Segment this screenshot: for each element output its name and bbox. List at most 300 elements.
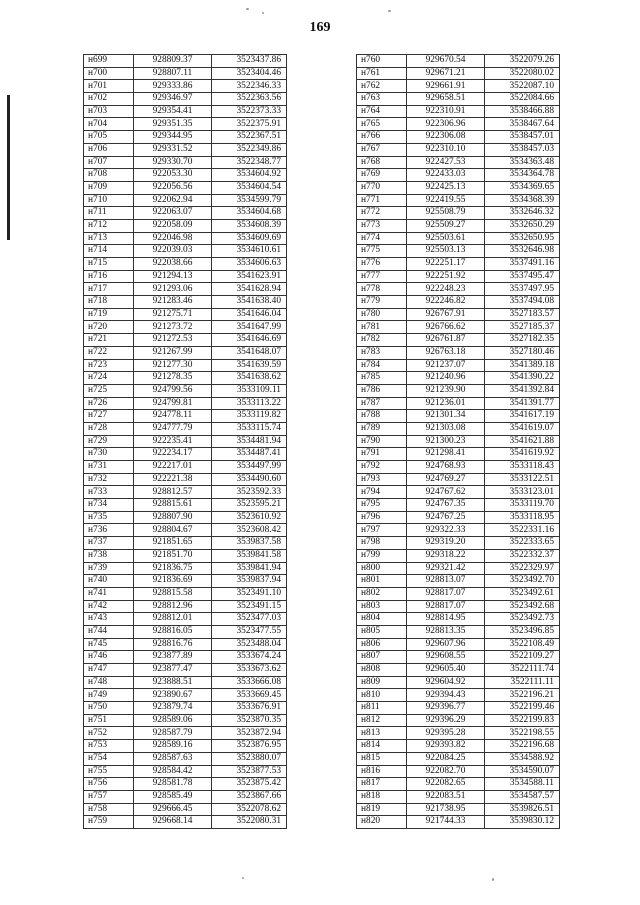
point-id-cell: н703	[84, 105, 134, 118]
x-coordinate-cell: 929394.43	[407, 689, 485, 702]
x-coordinate-cell: 928815.58	[134, 587, 212, 600]
y-coordinate-cell: 3523592.33	[212, 486, 287, 499]
y-coordinate-cell: 3538466.88	[485, 105, 560, 118]
point-id-cell: н715	[84, 258, 134, 271]
x-coordinate-cell: 922306.96	[407, 118, 485, 131]
point-id-cell: н755	[84, 765, 134, 778]
point-id-cell: н790	[357, 435, 407, 448]
y-coordinate-cell: 3541648.07	[212, 346, 287, 359]
y-coordinate-cell: 3534604.68	[212, 207, 287, 220]
table-row	[84, 676, 287, 689]
point-id-cell: н771	[357, 194, 407, 207]
y-coordinate-cell: 3539837.58	[212, 537, 287, 550]
point-id-cell: н764	[357, 105, 407, 118]
x-coordinate-cell: 924767.25	[407, 511, 485, 524]
table-row	[357, 80, 560, 93]
table-row	[357, 283, 560, 296]
y-coordinate-cell: 3537494.08	[485, 296, 560, 309]
y-coordinate-cell: 3533119.82	[212, 410, 287, 423]
x-coordinate-cell: 924778.11	[134, 410, 212, 423]
y-coordinate-cell: 3522198.55	[485, 727, 560, 740]
x-coordinate-cell: 926767.91	[407, 308, 485, 321]
table-row	[84, 587, 287, 600]
point-id-cell: н709	[84, 181, 134, 194]
table-row	[84, 334, 287, 347]
table-row	[357, 625, 560, 638]
y-coordinate-cell: 3534490.60	[212, 473, 287, 486]
point-id-cell: н811	[357, 702, 407, 715]
x-coordinate-cell: 921275.71	[134, 308, 212, 321]
point-id-cell: н702	[84, 93, 134, 106]
x-coordinate-cell: 922427.53	[407, 156, 485, 169]
point-id-cell: н720	[84, 321, 134, 334]
y-coordinate-cell: 3534590.07	[485, 765, 560, 778]
y-coordinate-cell: 3534587.57	[485, 790, 560, 803]
table-row	[357, 384, 560, 397]
y-coordinate-cell: 3538467.64	[485, 118, 560, 131]
point-id-cell: н765	[357, 118, 407, 131]
x-coordinate-cell: 929321.42	[407, 562, 485, 575]
x-coordinate-cell: 922234.17	[134, 448, 212, 461]
table-row	[357, 752, 560, 765]
y-coordinate-cell: 3522080.31	[212, 816, 287, 829]
x-coordinate-cell: 922062.94	[134, 194, 212, 207]
y-coordinate-cell: 3537495.47	[485, 270, 560, 283]
y-coordinate-cell: 3541646.69	[212, 334, 287, 347]
x-coordinate-cell: 922310.91	[407, 105, 485, 118]
point-id-cell: н788	[357, 410, 407, 423]
x-coordinate-cell: 921278.35	[134, 372, 212, 385]
table-row	[84, 435, 287, 448]
point-id-cell: н717	[84, 283, 134, 296]
point-id-cell: н722	[84, 346, 134, 359]
point-id-cell: н782	[357, 334, 407, 347]
x-coordinate-cell: 929658.51	[407, 93, 485, 106]
point-id-cell: н735	[84, 511, 134, 524]
y-coordinate-cell: 3532646.98	[485, 245, 560, 258]
y-coordinate-cell: 3541617.19	[485, 410, 560, 423]
y-coordinate-cell: 3522084.66	[485, 93, 560, 106]
table-row	[84, 258, 287, 271]
table-row	[84, 308, 287, 321]
x-coordinate-cell: 922235.41	[134, 435, 212, 448]
y-coordinate-cell: 3522111.11	[485, 676, 560, 689]
table-row	[84, 143, 287, 156]
table-row	[357, 143, 560, 156]
point-id-cell: н820	[357, 816, 407, 829]
x-coordinate-cell: 928812.01	[134, 613, 212, 626]
point-id-cell: н772	[357, 207, 407, 220]
point-id-cell: н710	[84, 194, 134, 207]
table-row	[84, 181, 287, 194]
x-coordinate-cell: 923888.51	[134, 676, 212, 689]
scan-speck	[388, 10, 391, 12]
table-row	[357, 549, 560, 562]
x-coordinate-cell: 921303.08	[407, 422, 485, 435]
y-coordinate-cell: 3523867.66	[212, 790, 287, 803]
y-coordinate-cell: 3523477.03	[212, 613, 287, 626]
table-row	[357, 613, 560, 626]
x-coordinate-cell: 929668.14	[134, 816, 212, 829]
x-coordinate-cell: 921851.70	[134, 549, 212, 562]
x-coordinate-cell: 922433.03	[407, 169, 485, 182]
x-coordinate-cell: 929351.35	[134, 118, 212, 131]
y-coordinate-cell: 3522329.97	[485, 562, 560, 575]
y-coordinate-cell: 3533122.51	[485, 473, 560, 486]
table-row	[84, 448, 287, 461]
table-row	[357, 790, 560, 803]
x-coordinate-cell: 922082.70	[407, 765, 485, 778]
coordinates-table-right-body	[357, 55, 560, 829]
x-coordinate-cell: 925509.27	[407, 219, 485, 232]
x-coordinate-cell: 928804.67	[134, 524, 212, 537]
table-row	[357, 397, 560, 410]
table-row	[357, 676, 560, 689]
y-coordinate-cell: 3541621.88	[485, 435, 560, 448]
x-coordinate-cell: 929330.70	[134, 156, 212, 169]
y-coordinate-cell: 3539837.94	[212, 575, 287, 588]
x-coordinate-cell: 929605.40	[407, 664, 485, 677]
table-row	[84, 575, 287, 588]
table-row	[84, 562, 287, 575]
y-coordinate-cell: 3533669.45	[212, 689, 287, 702]
point-id-cell: н752	[84, 727, 134, 740]
point-id-cell: н817	[357, 778, 407, 791]
table-row	[84, 105, 287, 118]
y-coordinate-cell: 3533674.24	[212, 651, 287, 664]
y-coordinate-cell: 3533673.62	[212, 664, 287, 677]
table-row	[357, 118, 560, 131]
y-coordinate-cell: 3533118.43	[485, 461, 560, 474]
y-coordinate-cell: 3541619.92	[485, 448, 560, 461]
x-coordinate-cell: 928589.16	[134, 740, 212, 753]
table-row	[84, 524, 287, 537]
y-coordinate-cell: 3523872.94	[212, 727, 287, 740]
x-coordinate-cell: 921273.72	[134, 321, 212, 334]
x-coordinate-cell: 922056.56	[134, 181, 212, 194]
point-id-cell: н786	[357, 384, 407, 397]
table-row	[357, 524, 560, 537]
y-coordinate-cell: 3522333.65	[485, 537, 560, 550]
table-row	[84, 93, 287, 106]
x-coordinate-cell: 922053.30	[134, 169, 212, 182]
table-row	[84, 740, 287, 753]
y-coordinate-cell: 3523492.70	[485, 575, 560, 588]
y-coordinate-cell: 3533676.91	[212, 702, 287, 715]
point-id-cell: н773	[357, 219, 407, 232]
point-id-cell: н775	[357, 245, 407, 258]
x-coordinate-cell: 929344.95	[134, 131, 212, 144]
point-id-cell: н759	[84, 816, 134, 829]
table-row	[357, 372, 560, 385]
point-id-cell: н814	[357, 740, 407, 753]
y-coordinate-cell: 3534604.54	[212, 181, 287, 194]
y-coordinate-cell: 3522108.49	[485, 638, 560, 651]
x-coordinate-cell: 922221.38	[134, 473, 212, 486]
table-row	[357, 270, 560, 283]
y-coordinate-cell: 3532650.29	[485, 219, 560, 232]
x-coordinate-cell: 928813.07	[407, 575, 485, 588]
table-row	[357, 511, 560, 524]
x-coordinate-cell: 921239.90	[407, 384, 485, 397]
point-id-cell: н763	[357, 93, 407, 106]
y-coordinate-cell: 3522375.91	[212, 118, 287, 131]
table-row	[84, 499, 287, 512]
y-coordinate-cell: 3537491.16	[485, 258, 560, 271]
table-row	[357, 537, 560, 550]
point-id-cell: н741	[84, 587, 134, 600]
table-row	[84, 461, 287, 474]
point-id-cell: н737	[84, 537, 134, 550]
table-row	[357, 422, 560, 435]
x-coordinate-cell: 922306.08	[407, 131, 485, 144]
x-coordinate-cell: 921283.46	[134, 296, 212, 309]
point-id-cell: н798	[357, 537, 407, 550]
point-id-cell: н712	[84, 219, 134, 232]
y-coordinate-cell: 3534588.11	[485, 778, 560, 791]
y-coordinate-cell: 3534368.39	[485, 194, 560, 207]
y-coordinate-cell: 3522346.33	[212, 80, 287, 93]
y-coordinate-cell: 3541391.77	[485, 397, 560, 410]
point-id-cell: н760	[357, 55, 407, 68]
point-id-cell: н738	[84, 549, 134, 562]
point-id-cell: н736	[84, 524, 134, 537]
point-id-cell: н774	[357, 232, 407, 245]
y-coordinate-cell: 3523492.68	[485, 600, 560, 613]
point-id-cell: н727	[84, 410, 134, 423]
point-id-cell: н748	[84, 676, 134, 689]
point-id-cell: н780	[357, 308, 407, 321]
table-row	[84, 359, 287, 372]
point-id-cell: н740	[84, 575, 134, 588]
y-coordinate-cell: 3541623.91	[212, 270, 287, 283]
point-id-cell: н746	[84, 651, 134, 664]
x-coordinate-cell: 921272.53	[134, 334, 212, 347]
table-row	[84, 752, 287, 765]
coordinates-table-left-body	[84, 55, 287, 829]
point-id-cell: н768	[357, 156, 407, 169]
point-id-cell: н732	[84, 473, 134, 486]
x-coordinate-cell: 928816.76	[134, 638, 212, 651]
x-coordinate-cell: 921301.34	[407, 410, 485, 423]
table-row	[357, 156, 560, 169]
x-coordinate-cell: 926761.87	[407, 334, 485, 347]
x-coordinate-cell: 923879.74	[134, 702, 212, 715]
x-coordinate-cell: 921300.23	[407, 435, 485, 448]
table-row	[357, 689, 560, 702]
x-coordinate-cell: 921836.75	[134, 562, 212, 575]
x-coordinate-cell: 921744.33	[407, 816, 485, 829]
y-coordinate-cell: 3522349.86	[212, 143, 287, 156]
coordinates-table-left	[83, 54, 287, 829]
x-coordinate-cell: 921294.13	[134, 270, 212, 283]
point-id-cell: н704	[84, 118, 134, 131]
point-id-cell: н723	[84, 359, 134, 372]
point-id-cell: н812	[357, 714, 407, 727]
x-coordinate-cell: 929607.96	[407, 638, 485, 651]
table-row	[357, 778, 560, 791]
point-id-cell: н776	[357, 258, 407, 271]
y-coordinate-cell: 3523492.73	[485, 613, 560, 626]
x-coordinate-cell: 922251.17	[407, 258, 485, 271]
point-id-cell: н753	[84, 740, 134, 753]
table-row	[84, 118, 287, 131]
y-coordinate-cell: 3541646.04	[212, 308, 287, 321]
point-id-cell: н716	[84, 270, 134, 283]
table-row	[357, 245, 560, 258]
x-coordinate-cell: 921298.41	[407, 448, 485, 461]
y-coordinate-cell: 3541628.94	[212, 283, 287, 296]
table-row	[84, 397, 287, 410]
table-row	[357, 219, 560, 232]
point-id-cell: н810	[357, 689, 407, 702]
x-coordinate-cell: 929661.91	[407, 80, 485, 93]
point-id-cell: н757	[84, 790, 134, 803]
point-id-cell: н804	[357, 613, 407, 626]
table-row	[84, 473, 287, 486]
y-coordinate-cell: 3523404.46	[212, 67, 287, 80]
table-row	[357, 105, 560, 118]
table-row	[84, 422, 287, 435]
table-row	[357, 765, 560, 778]
y-coordinate-cell: 3538457.03	[485, 143, 560, 156]
x-coordinate-cell: 929393.82	[407, 740, 485, 753]
y-coordinate-cell: 3523488.04	[212, 638, 287, 651]
y-coordinate-cell: 3539830.12	[485, 816, 560, 829]
y-coordinate-cell: 3541390.22	[485, 372, 560, 385]
table-row	[84, 372, 287, 385]
table-row	[84, 790, 287, 803]
y-coordinate-cell: 3532646.32	[485, 207, 560, 220]
table-row	[357, 55, 560, 68]
y-coordinate-cell: 3523610.92	[212, 511, 287, 524]
point-id-cell: н719	[84, 308, 134, 321]
table-row	[84, 219, 287, 232]
x-coordinate-cell: 924799.81	[134, 397, 212, 410]
x-coordinate-cell: 929346.97	[134, 93, 212, 106]
table-row	[84, 727, 287, 740]
y-coordinate-cell: 3541638.62	[212, 372, 287, 385]
y-coordinate-cell: 3522331.16	[485, 524, 560, 537]
point-id-cell: н802	[357, 587, 407, 600]
table-row	[357, 499, 560, 512]
x-coordinate-cell: 921293.06	[134, 283, 212, 296]
x-coordinate-cell: 922058.09	[134, 219, 212, 232]
x-coordinate-cell: 928817.07	[407, 600, 485, 613]
table-row	[357, 334, 560, 347]
x-coordinate-cell: 928814.95	[407, 613, 485, 626]
x-coordinate-cell: 928817.07	[407, 587, 485, 600]
table-row	[84, 689, 287, 702]
y-coordinate-cell: 3534610.61	[212, 245, 287, 258]
point-id-cell: н730	[84, 448, 134, 461]
point-id-cell: н701	[84, 80, 134, 93]
table-row	[84, 778, 287, 791]
x-coordinate-cell: 922248.23	[407, 283, 485, 296]
x-coordinate-cell: 921836.69	[134, 575, 212, 588]
margin-binding-line	[7, 95, 10, 240]
table-row	[357, 207, 560, 220]
point-id-cell: н808	[357, 664, 407, 677]
x-coordinate-cell: 928807.90	[134, 511, 212, 524]
point-id-cell: н743	[84, 613, 134, 626]
x-coordinate-cell: 926763.18	[407, 346, 485, 359]
y-coordinate-cell: 3537497.95	[485, 283, 560, 296]
point-id-cell: н787	[357, 397, 407, 410]
x-coordinate-cell: 922217.01	[134, 461, 212, 474]
x-coordinate-cell: 928587.79	[134, 727, 212, 740]
point-id-cell: н758	[84, 803, 134, 816]
point-id-cell: н713	[84, 232, 134, 245]
y-coordinate-cell: 3534487.41	[212, 448, 287, 461]
point-id-cell: н777	[357, 270, 407, 283]
table-row	[84, 511, 287, 524]
y-coordinate-cell: 3522109.27	[485, 651, 560, 664]
x-coordinate-cell: 929333.86	[134, 80, 212, 93]
x-coordinate-cell: 922083.51	[407, 790, 485, 803]
table-row	[357, 816, 560, 829]
x-coordinate-cell: 929670.54	[407, 55, 485, 68]
y-coordinate-cell: 3522079.26	[485, 55, 560, 68]
y-coordinate-cell: 3533119.70	[485, 499, 560, 512]
table-row	[84, 270, 287, 283]
x-coordinate-cell: 922419.55	[407, 194, 485, 207]
x-coordinate-cell: 921240.96	[407, 372, 485, 385]
table-row	[357, 651, 560, 664]
y-coordinate-cell: 3534588.92	[485, 752, 560, 765]
point-id-cell: н801	[357, 575, 407, 588]
x-coordinate-cell: 929354.41	[134, 105, 212, 118]
point-id-cell: н815	[357, 752, 407, 765]
table-row	[84, 486, 287, 499]
table-row	[84, 537, 287, 550]
point-id-cell: н800	[357, 562, 407, 575]
y-coordinate-cell: 3533118.95	[485, 511, 560, 524]
y-coordinate-cell: 3538457.01	[485, 131, 560, 144]
y-coordinate-cell: 3522080.02	[485, 67, 560, 80]
x-coordinate-cell: 925503.13	[407, 245, 485, 258]
x-coordinate-cell: 922425.13	[407, 181, 485, 194]
y-coordinate-cell: 3539841.94	[212, 562, 287, 575]
table-row	[357, 181, 560, 194]
table-row	[357, 232, 560, 245]
x-coordinate-cell: 929666.45	[134, 803, 212, 816]
table-row	[357, 461, 560, 474]
point-id-cell: н819	[357, 803, 407, 816]
x-coordinate-cell: 924799.56	[134, 384, 212, 397]
x-coordinate-cell: 922082.65	[407, 778, 485, 791]
y-coordinate-cell: 3533115.74	[212, 422, 287, 435]
point-id-cell: н724	[84, 372, 134, 385]
y-coordinate-cell: 3523491.10	[212, 587, 287, 600]
x-coordinate-cell: 929671.21	[407, 67, 485, 80]
point-id-cell: н706	[84, 143, 134, 156]
y-coordinate-cell: 3522078.62	[212, 803, 287, 816]
point-id-cell: н756	[84, 778, 134, 791]
point-id-cell: н744	[84, 625, 134, 638]
table-row	[357, 258, 560, 271]
point-id-cell: н794	[357, 486, 407, 499]
table-row	[84, 410, 287, 423]
point-id-cell: н789	[357, 422, 407, 435]
x-coordinate-cell: 921237.07	[407, 359, 485, 372]
y-coordinate-cell: 3522087.10	[485, 80, 560, 93]
y-coordinate-cell: 3523875.42	[212, 778, 287, 791]
y-coordinate-cell: 3527182.35	[485, 334, 560, 347]
x-coordinate-cell: 929604.92	[407, 676, 485, 689]
point-id-cell: н767	[357, 143, 407, 156]
point-id-cell: н705	[84, 131, 134, 144]
